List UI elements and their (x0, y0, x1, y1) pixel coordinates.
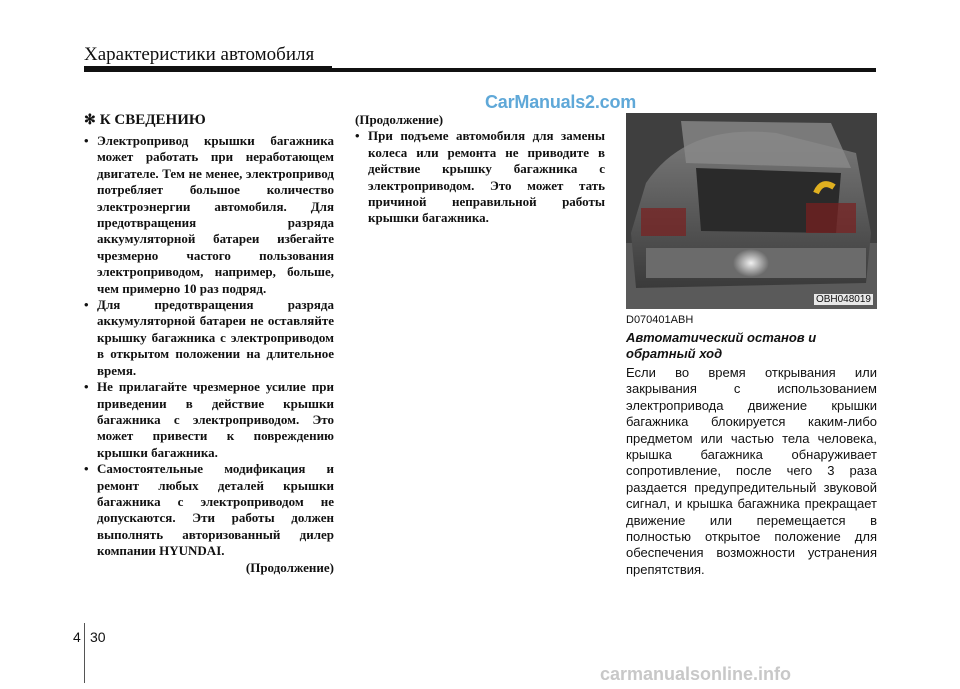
header-title: Характеристики автомобиля (84, 44, 315, 65)
notice-list-continued (355, 128, 605, 226)
notice-heading-text: К СВЕДЕНИЮ (99, 112, 206, 128)
watermark-top[interactable]: CarManuals2.com (485, 92, 637, 112)
list-item: • Для предотвращения разряда аккумуляторной батареи не оставляйте крышку багажника с электроприводом в открытом положении на длительное время. (84, 297, 334, 379)
continued-label: (Продолжение) (245, 559, 334, 575)
notice-list (84, 133, 334, 560)
subsection-heading: Автоматический останов и обратный ход (626, 330, 817, 361)
notice-column-middle (355, 112, 605, 227)
continued-label-top: (Продолжение) (355, 112, 444, 127)
watermark-bottom[interactable]: carmanualsonline.info (600, 664, 792, 684)
trunk-photo (626, 113, 877, 309)
car-trunk-illustration (626, 113, 877, 309)
page-divider (84, 623, 85, 683)
right-column (626, 314, 877, 578)
list-item: • Электропривод крышки багажника может работать при неработающем двигателе. Тем не менее, электропривод потребляет большое количество электроэнергии автомобиля. Для предотвращения разряда аккумуляторной батареи избегайте чрезмерно частого пользования электроприводом, например, больше, чем примерно 10 раз подряд. (84, 133, 334, 297)
list-item: • Не прилагайте чрезмерное усилие при приведении в действие крышки багажника с электроприводом. Это может привести к повреждению крышки багажника. (84, 379, 334, 461)
photo-code: OBH048019 (815, 294, 871, 305)
asterisk-icon: ✻ (84, 113, 96, 128)
section-code: D070401ABH (626, 314, 694, 326)
header-rule (84, 68, 876, 72)
subsection-text: Если во время открывания или закрывания с использованием электропривода движение крышки багажника блокируется каким-либо предметом или частью тела человека, крышка багажника обнаруживает сопротивление, после чего 3 раза раздается предупредительный звуковой сигнал, и крышка багажника прекращает движение или перемещается в полностью открытое положение для обеспечения возможности устранения препятствия. (626, 365, 877, 577)
list-item: • При подъеме автомобиля для замены колеса или ремонта не приводите в действие крышку багажника с электроприводом. Это может тать причиной неправильной работы крышки багажника. (355, 128, 605, 226)
notice-column-left (84, 112, 334, 576)
page-number: 30 (90, 629, 106, 645)
chapter-number: 4 (73, 629, 81, 645)
list-item: • Самостоятельные модификация и ремонт любых деталей крышки багажника с электроприводом не допускаются. Эти работы должен выполнять авторизованный дилер компании HYUNDAI. (84, 461, 334, 559)
notice-heading (84, 112, 334, 129)
